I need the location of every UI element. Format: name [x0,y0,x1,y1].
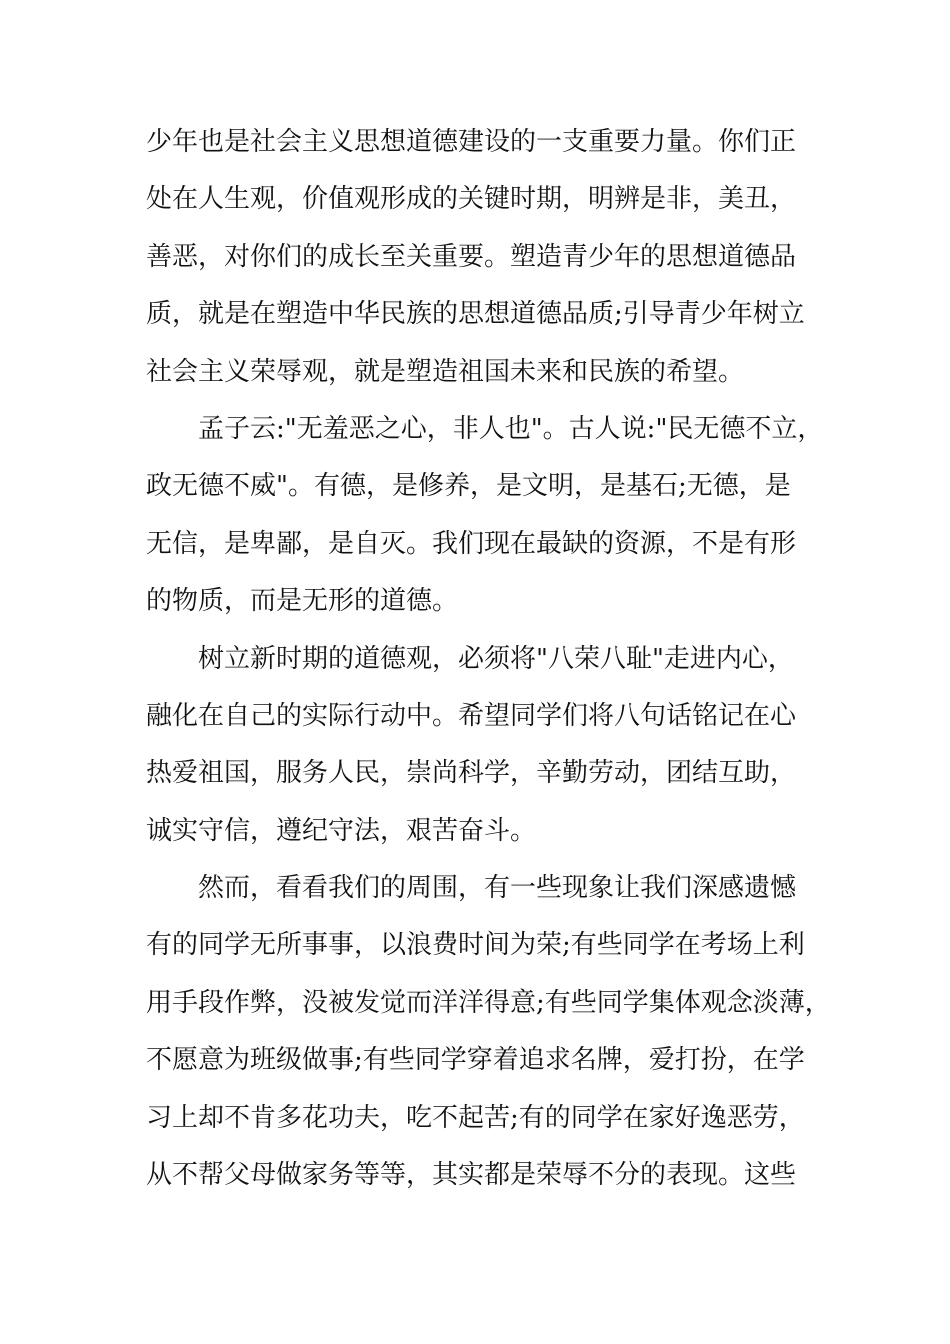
text-line: 社会主义荣辱观，就是塑造祖国未来和民族的希望。 [146,356,745,387]
paragraph-4 [146,860,846,1204]
text-line: 善恶，对你们的成长至关重要。塑造青少年的思想道德品 [146,241,797,272]
text-line: 少年也是社会主义思想道德建设的一支重要力量。你们正 [146,127,797,157]
text-line: 然而，看看我们的周围，有一些现象让我们深感遗憾 [198,873,797,904]
text-line: 诚实守信，遵纪守法，艰苦奋斗。 [146,815,537,846]
text-line: 有的同学无所事事，以浪费时间为荣;有些同学在考场上利 [146,930,805,961]
paragraph-2 [146,401,846,631]
text-line: 政无德不威"。有德，是修养，是文明，是基石;无德，是 [146,471,791,502]
text-line: 无信，是卑鄙，是自灭。我们现在最缺的资源，不是有形 [146,528,797,559]
paragraph-1 [146,114,846,401]
text-line: 用手段作弊，没被发觉而洋洋得意;有些同学集体观念淡薄， [146,987,831,1018]
document-body [146,114,846,1204]
text-line: 的物质，而是无形的道德。 [146,586,459,617]
text-line: 质，就是在塑造中华民族的思想道德品质;引导青少年树立 [146,299,805,330]
text-line: 热爱祖国，服务人民，崇尚科学，辛勤劳动，团结互助， [146,758,797,789]
text-line: 树立新时期的道德观，必须将"八荣八耻"走进内心， [198,643,794,674]
paragraph-3 [146,631,846,861]
text-line: 不愿意为班级做事;有些同学穿着追求名牌，爱打扮，在学 [146,1045,805,1076]
text-line: 融化在自己的实际行动中。希望同学们将八句话铭记在心 [146,700,797,731]
text-line: 从不帮父母做家务等等，其实都是荣辱不分的表现。这些 [146,1160,797,1191]
text-line: 习上却不肯多花功夫，吃不起苦;有的同学在家好逸恶劳， [146,1102,805,1133]
text-line: 处在人生观，价值观形成的关键时期，明辨是非，美丑， [146,184,797,215]
text-line: 孟子云:"无羞恶之心，非人也"。古人说:"民无德不立， [198,413,824,444]
